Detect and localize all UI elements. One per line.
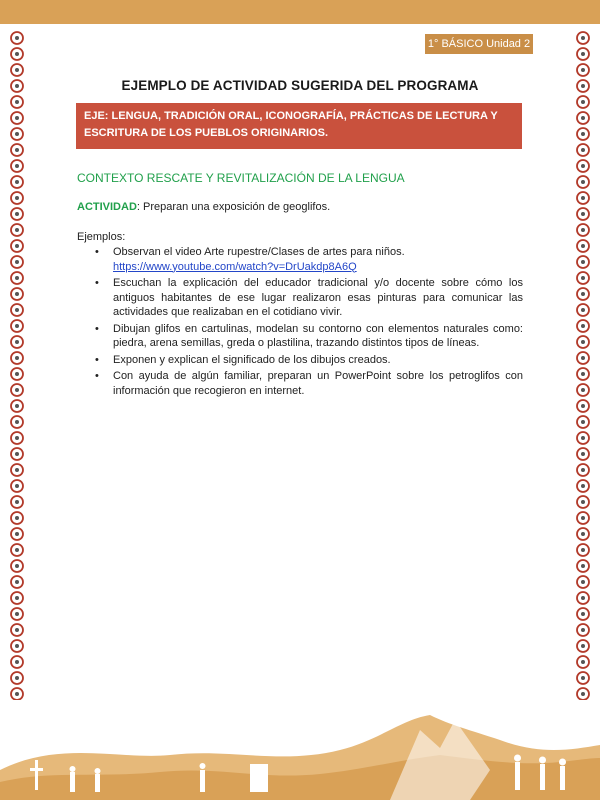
border-motif-dot	[15, 676, 19, 680]
unit-badge: 1° BÁSICO Unidad 2	[425, 34, 533, 54]
right-ornamental-border	[572, 30, 594, 720]
border-motif-dot	[15, 276, 19, 280]
border-motif-dot	[15, 532, 19, 536]
list-item-text: Exponen y explican el significado de los dibujos creados.	[113, 353, 391, 366]
top-color-band	[0, 0, 600, 24]
examples-list	[95, 245, 523, 400]
border-motif-dot	[15, 372, 19, 376]
border-motif-dot	[581, 484, 585, 488]
border-motif-dot	[581, 596, 585, 600]
border-motif-dot	[15, 292, 19, 296]
border-motif-dot	[581, 340, 585, 344]
border-motif-dot	[15, 468, 19, 472]
border-motif-dot	[15, 100, 19, 104]
list-item-text: Con ayuda de algún familiar, preparan un PowerPoint sobre los petroglifos con información que recogieron en internet.	[113, 370, 523, 397]
border-motif-dot	[581, 676, 585, 680]
border-motif-dot	[15, 692, 19, 696]
list-item	[95, 369, 523, 398]
left-ornamental-border	[6, 30, 28, 720]
border-motif-dot	[581, 212, 585, 216]
border-motif-dot	[581, 468, 585, 472]
border-motif-dot	[15, 628, 19, 632]
border-motif-dot	[15, 148, 19, 152]
border-motif-dot	[15, 244, 19, 248]
border-motif-dot	[581, 404, 585, 408]
border-motif-dot	[15, 164, 19, 168]
border-motif-dot	[581, 548, 585, 552]
border-motif-dot	[15, 500, 19, 504]
border-motif-dot	[15, 212, 19, 216]
border-motif-dot	[581, 244, 585, 248]
border-motif-dot	[581, 36, 585, 40]
eje-banner: EJE: LENGUA, TRADICIÓN ORAL, ICONOGRAFÍA, PRÁCTICAS DE LECTURA Y ESCRITURA DE LOS PUEBLOS ORIGINARIOS.	[76, 103, 522, 149]
border-motif-dot	[15, 52, 19, 56]
border-motif-dot	[581, 180, 585, 184]
border-motif-dot	[581, 228, 585, 232]
border-motif-dot	[15, 660, 19, 664]
border-motif-dot	[581, 628, 585, 632]
list-item	[95, 353, 523, 368]
border-motif-dot	[581, 132, 585, 136]
border-motif-dot	[15, 548, 19, 552]
border-motif-dot	[15, 180, 19, 184]
border-motif-dot	[15, 308, 19, 312]
border-motif-dot	[15, 516, 19, 520]
list-item-text: Escuchan la explicación del educador tradicional y/o docente sobre cómo los antiguos habitantes de ese lugar realizaron esas pinturas para comunicar las actividades que realizaban en el cotidiano vivir.	[113, 277, 523, 318]
border-motif-dot	[15, 356, 19, 360]
border-motif-dot	[581, 260, 585, 264]
border-motif-dot	[581, 388, 585, 392]
examples-label: Ejemplos:	[77, 231, 126, 243]
border-motif-dot	[581, 500, 585, 504]
border-motif-dot	[15, 452, 19, 456]
border-motif-dot	[581, 164, 585, 168]
border-motif-dot	[581, 692, 585, 696]
border-motif-dot	[581, 532, 585, 536]
border-motif-dot	[581, 644, 585, 648]
border-motif-dot	[15, 36, 19, 40]
activity-text: : Preparan una exposición de geoglifos.	[136, 201, 331, 213]
page-title: EJEMPLO DE ACTIVIDAD SUGERIDA DEL PROGRAMA	[121, 78, 479, 93]
border-motif-dot	[581, 452, 585, 456]
border-motif-dot	[15, 436, 19, 440]
border-motif-dot	[15, 404, 19, 408]
border-motif-dot	[581, 276, 585, 280]
border-motif-dot	[15, 116, 19, 120]
border-motif-dot	[15, 324, 19, 328]
border-motif-dot	[581, 436, 585, 440]
border-motif-dot	[15, 580, 19, 584]
border-motif-dot	[15, 420, 19, 424]
border-motif-dot	[581, 580, 585, 584]
video-link[interactable]: https://www.youtube.com/watch?v=DrUakdp8A6Q	[113, 260, 357, 273]
border-motif-dot	[15, 644, 19, 648]
border-motif-dot	[581, 196, 585, 200]
activity-label: ACTIVIDAD	[77, 201, 137, 213]
border-motif-dot	[581, 68, 585, 72]
activity-line	[77, 201, 330, 213]
border-motif-dot	[581, 116, 585, 120]
border-motif-dot	[15, 596, 19, 600]
border-motif-dot	[581, 372, 585, 376]
border-motif-dot	[581, 564, 585, 568]
border-motif-dot	[15, 340, 19, 344]
border-motif-dot	[581, 660, 585, 664]
list-item-text: Dibujan glifos en cartulinas, modelan su contorno con elementos naturales como: piedra, arena semillas, greda o plastilina, trazando distintos tipos de líneas.	[113, 322, 523, 349]
border-motif-dot	[581, 356, 585, 360]
border-motif-dot	[581, 100, 585, 104]
border-motif-dot	[15, 484, 19, 488]
list-item	[95, 322, 523, 351]
border-motif-dot	[581, 516, 585, 520]
border-motif-dot	[581, 324, 585, 328]
border-motif-dot	[15, 196, 19, 200]
border-motif-dot	[581, 52, 585, 56]
border-motif-dot	[581, 148, 585, 152]
border-motif-dot	[15, 564, 19, 568]
list-item-text: Observan el video Arte rupestre/Clases de artes para niños.	[113, 246, 405, 258]
list-item	[95, 245, 523, 274]
border-motif-dot	[15, 132, 19, 136]
border-motif-dot	[581, 420, 585, 424]
border-motif-dot	[15, 228, 19, 232]
list-item	[95, 276, 523, 320]
border-motif-dot	[581, 612, 585, 616]
landscape-footer-illustration	[0, 700, 600, 800]
border-motif-dot	[15, 388, 19, 392]
border-motif-dot	[15, 612, 19, 616]
context-heading: CONTEXTO RESCATE Y REVITALIZACIÓN DE LA LENGUA	[77, 171, 405, 185]
border-motif-dot	[15, 68, 19, 72]
border-motif-dot	[15, 260, 19, 264]
border-motif-dot	[581, 308, 585, 312]
border-motif-dot	[581, 292, 585, 296]
